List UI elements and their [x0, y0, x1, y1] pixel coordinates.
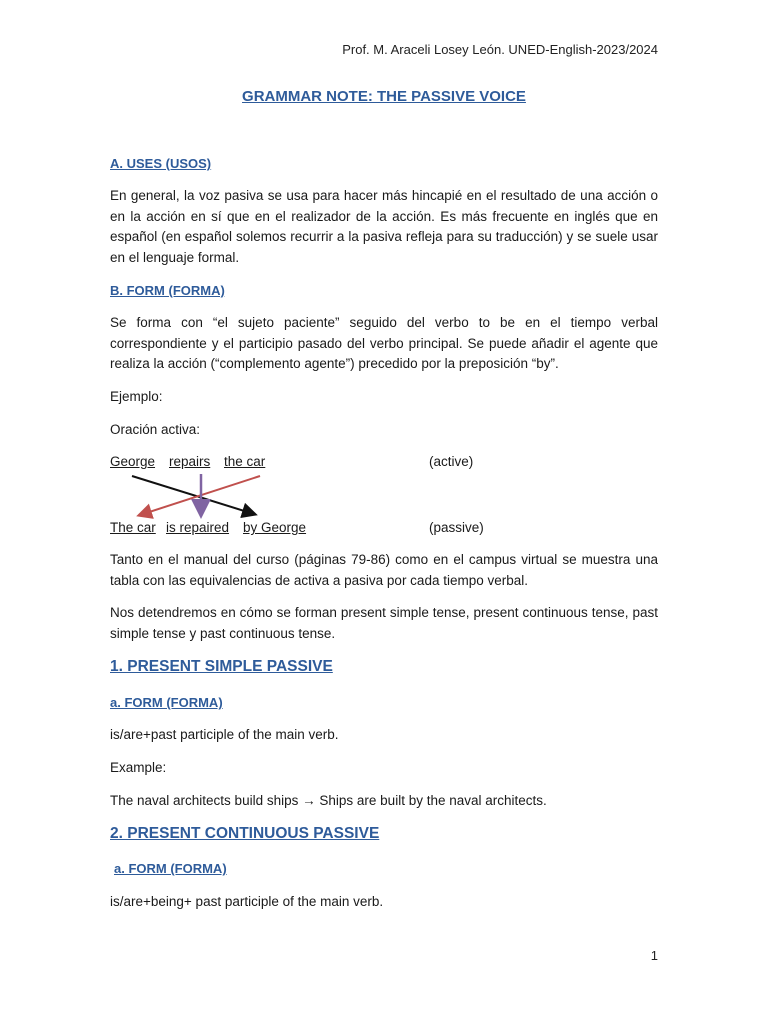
active-word-verb: repairs: [169, 454, 211, 469]
present-simple-form: is/are+past participle of the main verb.: [110, 727, 339, 742]
page-number: 1: [650, 948, 658, 963]
example-label: Ejemplo:: [110, 389, 163, 404]
example-passive-sentence: Ships are built by the naval architects.: [319, 793, 547, 808]
section-a-paragraph: En general, la voz pasiva se usa para hacer más hincapié en el resultado de una acción o en la acción en sí que en el realizador de la acción. Es más frecuente en inglés que en español (en español solemos recurrir a la pasiva refleja para su traducción) y se suele usar en el lenguaje formal.: [110, 188, 658, 265]
present-simple-example: [110, 793, 547, 808]
active-tag: (active): [429, 454, 474, 469]
body-paragraph-2: Nos detendremos en cómo se forman present simple tense, present continuous tense, past simple tense y past continuous tense.: [110, 605, 658, 641]
active-word-object: the car: [224, 454, 266, 469]
passive-tag: (passive): [429, 520, 484, 535]
subject-to-agent-arrow: [132, 476, 254, 514]
present-simple-form-subheading: a. FORM (FORMA): [110, 695, 223, 710]
present-continuous-heading: 2. PRESENT CONTINUOUS PASSIVE: [110, 825, 380, 842]
section-a-heading: A. USES (USOS): [110, 156, 212, 171]
section-b-paragraph: Se forma con “el sujeto paciente” seguido del verbo to be en el tiempo verbal correspondiente y el participio pasado del verbo principal. Se puede añadir el agente que realiza la acción (“complemento agente”) precedido por la preposición “by”.: [110, 315, 658, 371]
present-continuous-form: is/are+being+ past participle of the main verb.: [110, 894, 384, 909]
present-simple-example-label: Example:: [110, 760, 167, 775]
present-simple-heading: 1. PRESENT SIMPLE PASSIVE: [110, 658, 333, 675]
present-continuous-form-subheading: a. FORM (FORMA): [114, 861, 227, 876]
section-b-heading: B. FORM (FORMA): [110, 283, 225, 298]
active-sentence-label: Oración activa:: [110, 422, 201, 437]
passive-word-verb: is repaired: [166, 520, 230, 535]
example-active-sentence: The naval architects build ships: [110, 793, 299, 808]
body-paragraph-1: Tanto en el manual del curso (páginas 79-86) como en el campus virtual se muestra una tabla con las equivalencias de activa a pasiva por cada tiempo verbal.: [110, 552, 658, 588]
active-word-subject: George: [110, 454, 156, 469]
page-header: Prof. M. Araceli Losey León. UNED-English-2023/2024: [342, 42, 658, 57]
document-title: GRAMMAR NOTE: THE PASSIVE VOICE: [242, 88, 526, 105]
passive-word-subject: The car: [110, 520, 156, 535]
passive-word-agent: by George: [243, 520, 307, 535]
right-arrow-icon: →: [302, 793, 316, 808]
